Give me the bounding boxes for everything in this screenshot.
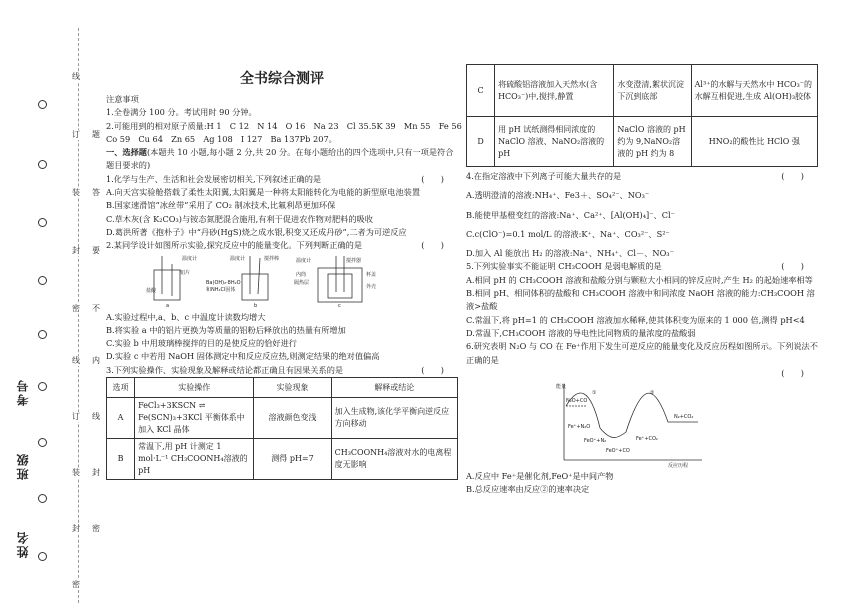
seal-char: 封 xyxy=(72,524,80,533)
diagram-label: 能量 xyxy=(556,384,567,391)
notes-heading: 注意事项 xyxy=(106,94,139,104)
question-3-table xyxy=(106,377,458,480)
question-4-stem: 4.在指定溶液中下列离子可能大量共存的是 ( ) xyxy=(466,171,804,181)
binding-hole xyxy=(38,276,47,285)
fig-label: 温度计 xyxy=(182,255,198,262)
question-1-stem: 1.化学与生产、生活和社会发展密切相关,下列叙述正确的是 ( ) xyxy=(106,173,444,184)
fig-label: 杯盖 xyxy=(366,271,377,278)
note-item: 2.可能用到的相对原子质量:H 1 C 12 N 14 O 16 Na 23 Cl 35.5K 39 Mn 55 Fe 56 xyxy=(106,120,462,131)
diagram-label: FeO⁺+CO xyxy=(606,448,630,455)
binding-hole xyxy=(38,382,47,391)
fig-label: 内筒 xyxy=(296,271,307,278)
option: B.能使甲基橙变红的溶液:Na⁺、Ca²⁺、[Al(OH)₄]⁻、Cl⁻ xyxy=(466,209,675,220)
diagram-label: 反应历程 xyxy=(668,463,689,469)
right-column xyxy=(466,64,818,497)
seal-char: 线 xyxy=(72,356,80,365)
fig-label: 隔热层 xyxy=(294,279,310,286)
no-answer-char: 密 xyxy=(92,524,100,533)
class-label: 班级 xyxy=(16,452,30,480)
left-column xyxy=(106,68,462,480)
binding-hole xyxy=(38,438,47,447)
note-item: Co 59 Cu 64 Zn 65 Ag 108 I 127 Ba 137Pb 207。 xyxy=(106,133,337,144)
no-answer-char: 内 xyxy=(92,356,100,365)
option: A.相同 pH 的 CH₃COOH 溶液和盐酸分别与颗粒大小相同的锌反应时,产生 H₂ 的起始速率相等 xyxy=(466,274,813,285)
no-answer-char: 题 xyxy=(92,130,100,139)
question-6-stem: 6.研究表明 N₂O 与 CO 在 Fe⁺作用下发生可逆反应的能量变化及反应历程如图所示。下列说法不正确的是 xyxy=(466,341,818,365)
fig-label: b xyxy=(254,302,258,308)
table-header: 实验操作 xyxy=(135,378,254,398)
binding-hole xyxy=(38,494,47,503)
fig-label: 和NH₄Cl固体 xyxy=(206,286,236,293)
experiment-figure xyxy=(146,254,458,308)
apparatus-drawing xyxy=(146,254,406,308)
option: D.实验 c 中若用 NaOH 固体测定中和反应反应热,则测定结果的绝对值偏高 xyxy=(106,351,380,362)
option: A.反应中 Fe⁺是催化剂,FeO⁺是中间产物 xyxy=(466,471,614,482)
seal-char: 装 xyxy=(72,468,80,477)
option: D.加入 Al 能放出 H₂ 的溶液:Na⁺、NH₄⁺、Cl－、NO₃⁻ xyxy=(466,248,674,259)
fig-label: 外壳 xyxy=(366,283,377,290)
energy-profile xyxy=(556,382,706,468)
fig-label: 铝片 xyxy=(180,269,191,276)
question-2-stem: 2.某同学设计如图所示实验,探究反应中的能量变化。下列判断正确的是 ( ) xyxy=(106,240,444,251)
option: D.常温下,CH₃COOH 溶液的导电性比同物质的量浓度的盐酸弱 xyxy=(466,327,696,338)
option: A.向天宫实验舱搭载了柔性太阳翼,太阳翼是一种将太阳能转化为电能的新型原电池装置 xyxy=(106,187,421,198)
question-3-table-continued xyxy=(466,64,818,167)
binding-hole xyxy=(38,330,47,339)
table-header: 实验现象 xyxy=(254,378,331,398)
seal-char: 密 xyxy=(72,304,80,313)
table-header: 选项 xyxy=(107,378,135,398)
fig-label: 搅拌器 xyxy=(346,257,362,264)
diagram-label: Fe⁺+CO₂ xyxy=(636,436,658,443)
table-row: D 用 pH 试纸测得相同浓度的 NaClO 溶液、NaNO₂溶液的 pH NaClO 溶液的 pH 约为 9,NaNO₂溶液的 pH 约为 8 HNO₂的酸性比 HClO 强 xyxy=(467,117,818,167)
seal-char: 订 xyxy=(72,130,80,139)
option: B.总反应速率由反应②的速率决定 xyxy=(466,484,590,495)
table-row: A FeCl₃+3KSCN ⇌ Fe(SCN)₃+3KCl 平衡体系中加入 KCl 晶体 溶液颜色变浅 加入生成物,该化学平衡向逆反应方向移动 xyxy=(107,398,458,439)
seal-char: 订 xyxy=(72,412,80,421)
question-6-bracket-row: ( ) xyxy=(781,367,804,378)
table-header: 解释或结论 xyxy=(331,378,457,398)
binding-hole xyxy=(38,100,47,109)
diagram-label: FeO⁺+N₂ xyxy=(584,438,607,445)
table-row: C 将硫酸铝溶液加入天然水(含HCO₃⁻)中,搅拌,静置 水变澄清,絮状沉淀下沉到底部 Al³⁺的水解与天然水中 HCO₃⁻的水解互相促进,生成 Al(OH)₃胶体 xyxy=(467,65,818,117)
question-3-stem: 3.下列实验操作、实验现象及解释或结论都正确且有因果关系的是 ( ) xyxy=(106,364,444,375)
fig-label: a xyxy=(166,302,170,308)
binding-hole xyxy=(38,160,47,169)
diagram-label: ② xyxy=(650,390,655,397)
option: A.实验过程中,a、b、c 中温度计读数均增大 xyxy=(106,311,266,322)
question-5-stem: 5.下列实验事实不能证明 CH₃COOH 是弱电解质的是 ( ) xyxy=(466,261,804,272)
option: B.将实验 a 中的铝片更换为等质量的铝粉后释放出的热量有所增加 xyxy=(106,324,346,335)
diagram-label: N₂+CO₂ xyxy=(674,414,694,421)
no-answer-char: 封 xyxy=(92,468,100,477)
option: C.实验 b 中用玻璃棒搅拌的目的是使反应的恰好进行 xyxy=(106,338,297,349)
seal-line xyxy=(78,28,79,603)
option: D.葛洪所著《抱朴子》中“丹砂(HgS)烧之成水银,积变又还成丹砂”,二者为可逆反应 xyxy=(106,226,407,237)
option: B.国家速滑馆“冰丝带”采用了 CO₂ 制冰技术,比氟利昂更加环保 xyxy=(106,200,336,211)
fig-label: 盐酸 xyxy=(146,287,157,294)
no-answer-char: 答 xyxy=(92,188,100,197)
no-answer-char: 不 xyxy=(92,304,100,313)
no-answer-char: 要 xyxy=(92,246,100,255)
name-label: 姓名 xyxy=(16,530,30,558)
binding-hole xyxy=(38,552,47,561)
seal-char: 装 xyxy=(72,188,80,197)
note-item: 1.全卷满分 100 分。考试用时 90 分钟。 xyxy=(106,107,257,118)
fig-label: 温度计 xyxy=(230,255,246,262)
option: C.草木灰(含 K₂CO₃)与铵态氮肥混合施用,有利于促进农作物对肥料的吸收 xyxy=(106,213,373,224)
fig-label: 温度计 xyxy=(296,257,312,264)
fig-label: 搅拌棒 xyxy=(264,255,280,262)
diagram-label: ① xyxy=(592,390,597,397)
option: B.相同 pH、相同体积的盐酸和 CH₃COOH 溶液中和同浓度 NaOH 溶液的能力:CH₃COOH 溶液>盐酸 xyxy=(466,288,815,312)
fig-label: Ba(OH)₂·8H₂O xyxy=(206,279,241,286)
diagram-label: Fe⁺+N₂O xyxy=(568,424,591,431)
energy-diagram xyxy=(556,382,818,468)
section-heading: 一、选择题(本题共 10 小题,每小题 2 分,共 20 分。在每小题给出的四个选项中,只有一项是符合题目要求的) xyxy=(106,147,454,171)
fig-label: c xyxy=(338,302,341,308)
option: C.常温下,将 pH=1 的 CH₃COOH 溶液加水稀释,使其体积变为原来的 1 000 倍,测得 pH<4 xyxy=(466,314,805,325)
seal-char: 密 xyxy=(72,580,80,589)
exam-number-label: 考号 xyxy=(16,378,30,406)
binding-margin xyxy=(0,0,100,608)
table-row: B 常温下,用 pH 计测定 1 mol·L⁻¹ CH₃COONH₄溶液的 pH 测得 pH=7 CH₃COONH₄溶液对水的电离程度无影响 xyxy=(107,439,458,480)
no-answer-char: 线 xyxy=(92,412,100,421)
page-title: 全书综合测评 xyxy=(240,71,324,87)
seal-char: 线 xyxy=(72,72,80,81)
diagram-label: N₂O+CO xyxy=(566,398,588,405)
binding-hole xyxy=(38,218,47,227)
option: A.透明澄清的溶液:NH₄⁺、Fe3＋、SO₄²⁻、NO₃⁻ xyxy=(466,190,650,201)
seal-char: 封 xyxy=(72,246,80,255)
option: C.c(ClO⁻)=0.1 mol/L 的溶液:K⁺、Na⁺、CO₃²⁻、S²⁻ xyxy=(466,228,670,239)
